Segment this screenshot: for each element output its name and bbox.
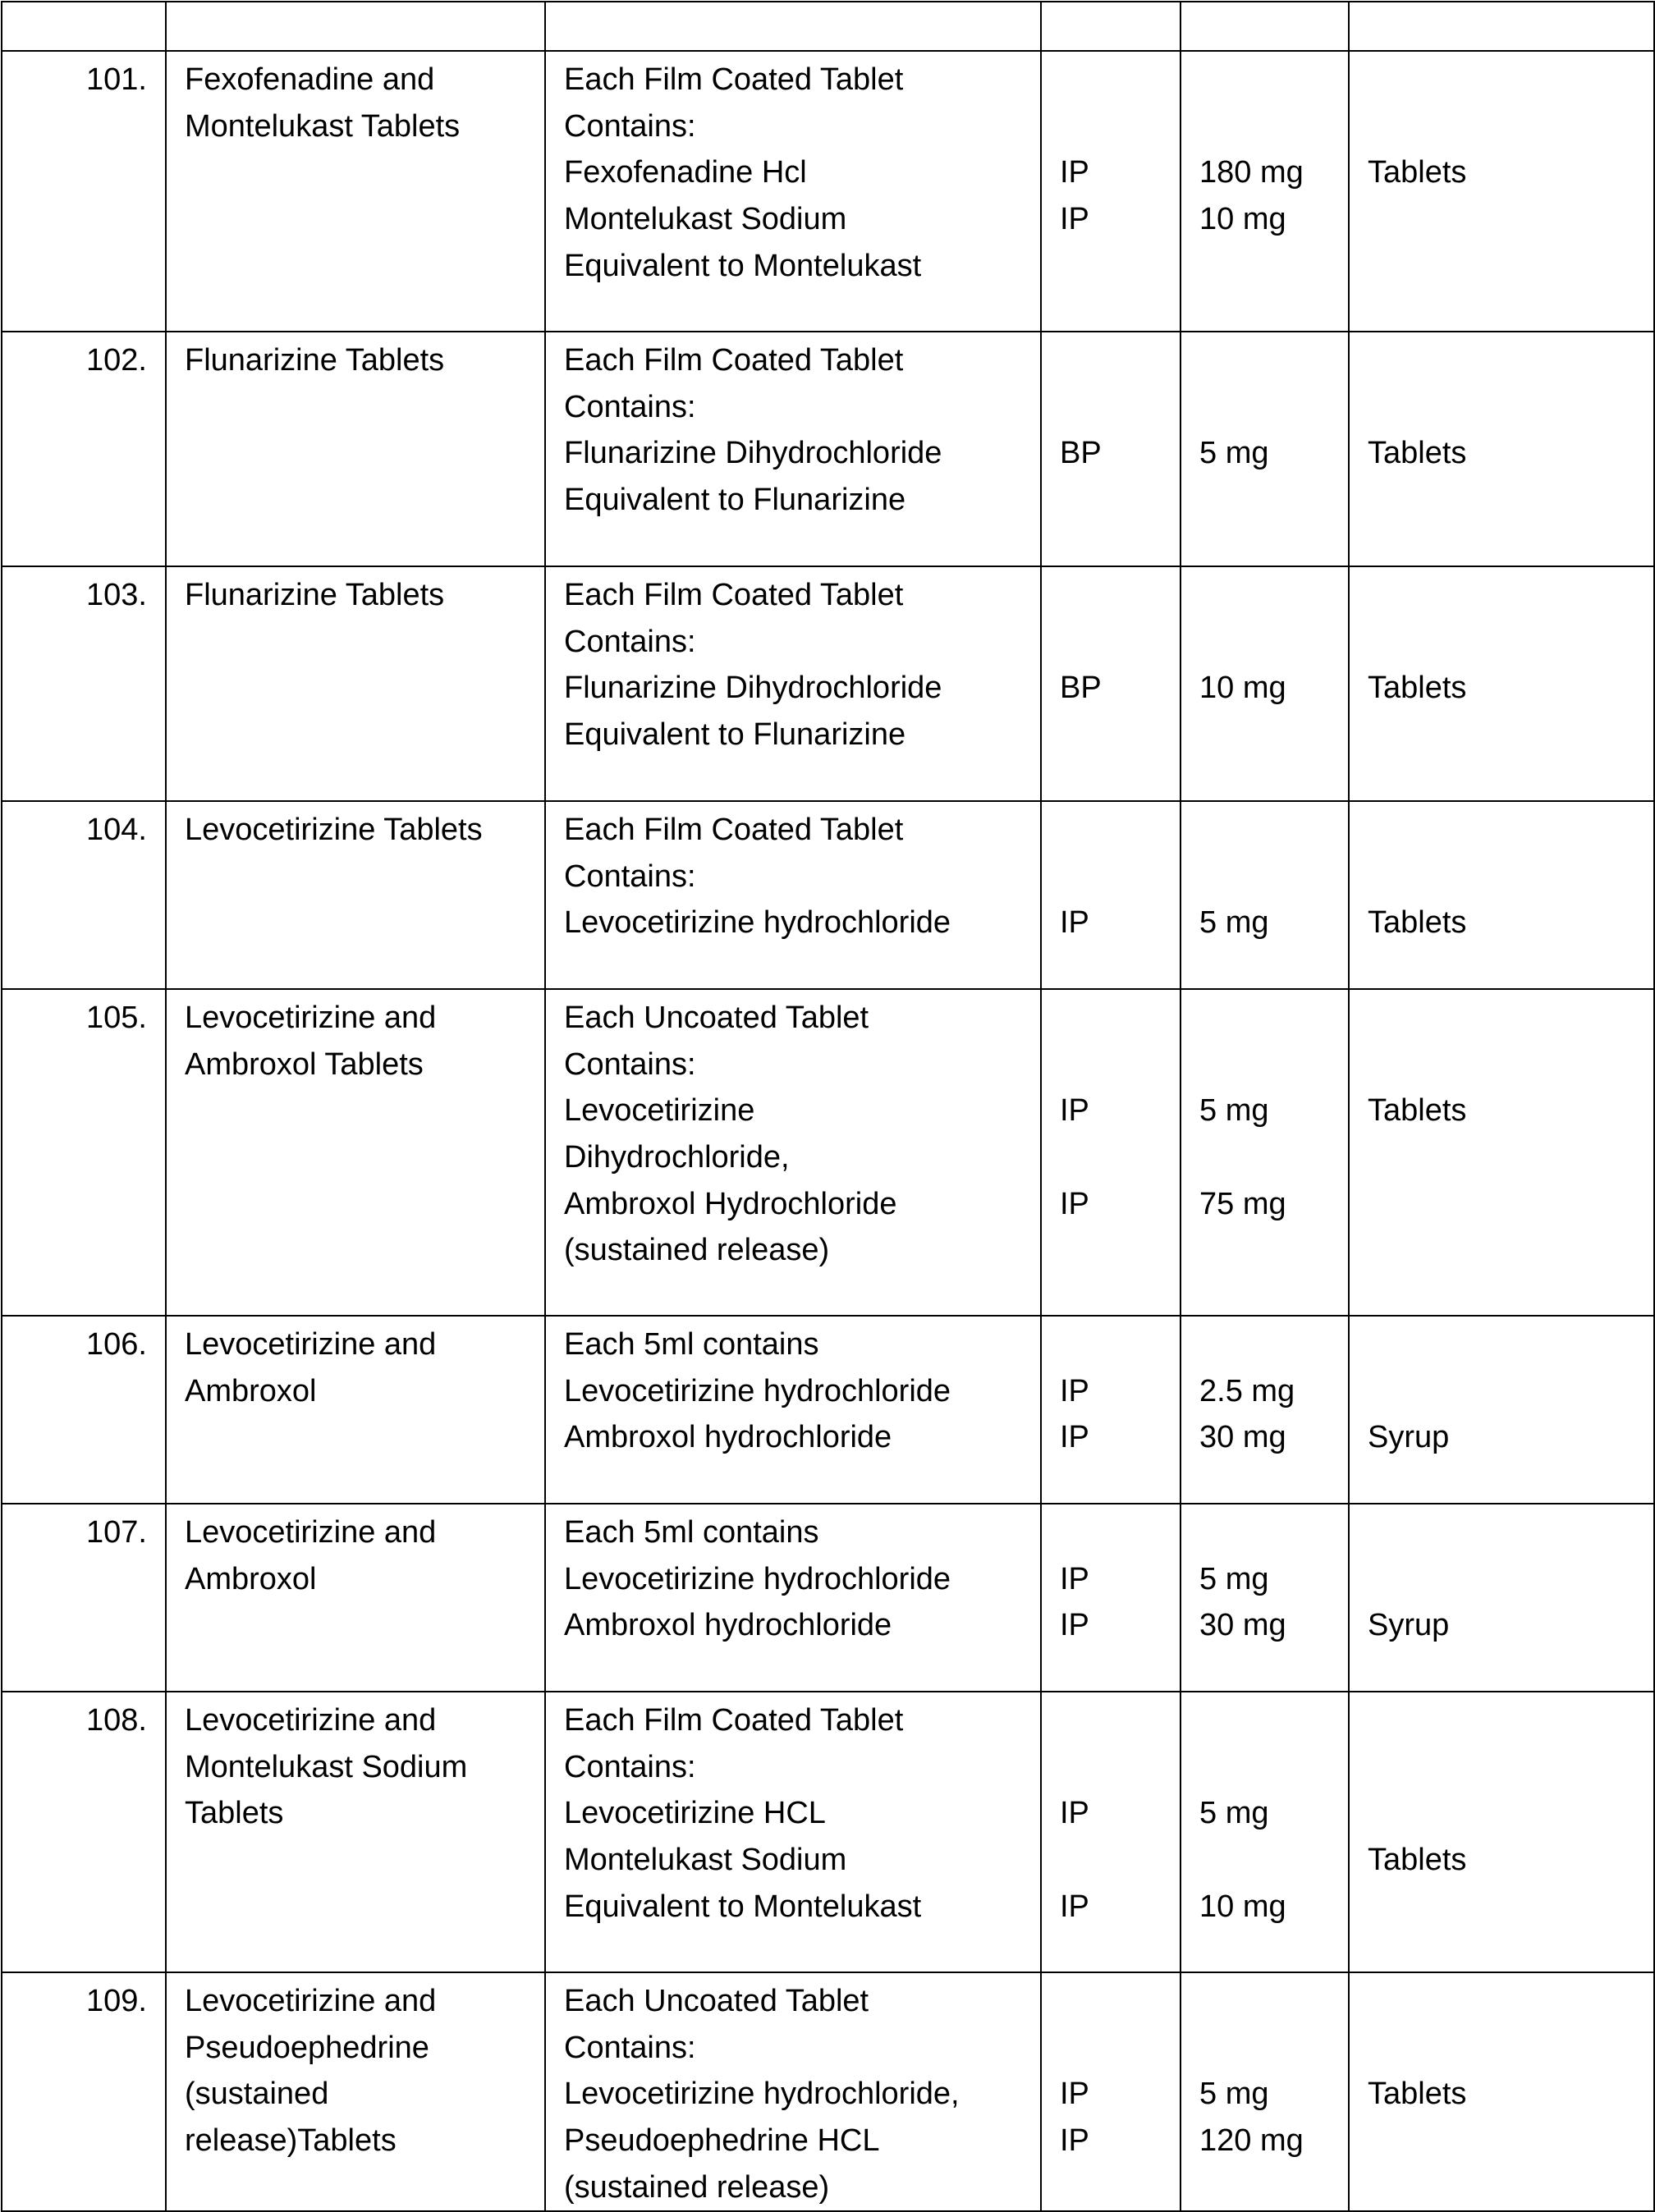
cell-strength-line: 5 mg: [1199, 1796, 1269, 1831]
cell-product-name-line: Levocetirizine and: [185, 1703, 437, 1738]
cell-standard-line: IP: [1060, 1420, 1089, 1455]
table-row: [2, 332, 1654, 566]
cell-dosage-form: [1349, 332, 1654, 566]
cell-strength-line: 10 mg: [1199, 1889, 1286, 1924]
table-row: [2, 1504, 1654, 1692]
cell-strength-line: [1199, 1042, 1348, 1088]
cell-composition-line: Contains:: [564, 389, 696, 424]
cell-standard-line: BP: [1060, 436, 1102, 471]
cell-dosage-form-line: [1368, 1509, 1653, 1556]
cell-product-name: [166, 801, 545, 989]
cell-dosage-form-line: [1368, 103, 1653, 150]
cell-composition-line: Levocetirizine: [564, 1093, 755, 1129]
cell-product-name: [166, 989, 545, 1316]
cell-product-name: [166, 566, 545, 801]
cell-product-name-line: Levocetirizine and: [185, 1327, 437, 1362]
cell-strength-line: [1199, 2025, 1348, 2072]
cell-composition-line: Dihydrochloride,: [564, 1140, 790, 1175]
table-row: [2, 1316, 1654, 1504]
header-cell-form: [1349, 2, 1654, 51]
cell-dosage-form-line: Tablets: [1368, 436, 1467, 471]
cell-dosage-form-line: [1368, 1321, 1653, 1368]
cell-standard-line: IP: [1060, 1608, 1089, 1643]
table-row: [2, 566, 1654, 801]
cell-dosage-form: [1349, 1972, 1654, 2211]
cell-number-text: 105.: [86, 1001, 147, 1035]
cell-composition-line: Each 5ml contains: [564, 1515, 819, 1550]
cell-composition-line: (sustained release): [564, 2169, 830, 2205]
cell-standard: [1041, 1316, 1181, 1504]
cell-standard-line: IP: [1060, 202, 1089, 237]
product-table: [1, 1, 1655, 2212]
cell-standard-line: IP: [1060, 1796, 1089, 1831]
cell-composition-line: Pseudoephedrine HCL: [564, 2123, 880, 2159]
cell-strength-line: [1199, 1837, 1348, 1884]
cell-product-name: [166, 1316, 545, 1504]
cell-dosage-form-line: Syrup: [1368, 1420, 1450, 1455]
cell-composition-line: Each Film Coated Tablet: [564, 813, 904, 847]
cell-dosage-form-line: Tablets: [1368, 1843, 1467, 1878]
cell-dosage-form: [1349, 1316, 1654, 1504]
cell-composition-line: Equivalent to Montelukast: [564, 248, 922, 283]
cell-strength-line: [1199, 1697, 1348, 1744]
table-body: [2, 2, 1654, 2211]
cell-composition-line: Each Film Coated Tablet: [564, 578, 904, 612]
cell-composition-line: Levocetirizine hydrochloride,: [564, 2077, 960, 2112]
cell-dosage-form-line: [1368, 1790, 1653, 1837]
cell-composition-line: Each 5ml contains: [564, 1327, 819, 1362]
cell-dosage-form-line: [1368, 995, 1653, 1042]
header-cell-strength: [1181, 2, 1349, 51]
cell-strength-line: [1199, 57, 1348, 103]
cell-standard-line: IP: [1060, 905, 1089, 941]
cell-composition: [545, 1692, 1041, 1972]
cell-product-name: [166, 1504, 545, 1692]
cell-strength-line: [1199, 619, 1348, 666]
cell-strength-line: [1199, 243, 1348, 290]
cell-strength-line: 5 mg: [1199, 905, 1269, 941]
cell-dosage-form: [1349, 989, 1654, 1316]
cell-number-text: 106.: [86, 1327, 147, 1362]
cell-standard: [1041, 989, 1181, 1316]
cell-number-text: 108.: [86, 1703, 147, 1738]
cell-dosage-form-line: [1368, 619, 1653, 666]
cell-composition-line: (sustained release): [564, 1233, 830, 1268]
cell-composition-line: Fexofenadine Hcl: [564, 155, 807, 190]
cell-composition-line: Levocetirizine HCL: [564, 1796, 826, 1831]
cell-product-name-line: Ambroxol: [185, 1373, 317, 1408]
cell-composition-line: Flunarizine Dihydrochloride: [564, 671, 942, 706]
cell-composition-line: Each Film Coated Tablet: [564, 62, 904, 97]
cell-standard: [1041, 1972, 1181, 2211]
cell-strength-line: 5 mg: [1199, 436, 1269, 471]
cell-composition-line: Levocetirizine hydrochloride: [564, 1561, 951, 1596]
cell-dosage-form-line: [1368, 1978, 1653, 2025]
cell-standard-line: IP: [1060, 155, 1089, 190]
cell-strength-line: [1199, 807, 1348, 854]
cell-composition-line: Contains:: [564, 624, 696, 659]
cell-strength-line: 30 mg: [1199, 1608, 1286, 1643]
cell-standard-line: [1060, 2025, 1180, 2072]
cell-composition-line: Equivalent to Flunarizine: [564, 717, 906, 753]
cell-composition: [545, 332, 1041, 566]
cell-dosage-form: [1349, 1692, 1654, 1972]
cell-standard-line: [1060, 243, 1180, 290]
cell-composition-line: Each Film Coated Tablet: [564, 1703, 904, 1738]
cell-product-name: [166, 332, 545, 566]
cell-composition: [545, 1316, 1041, 1504]
cell-strength-line: [1199, 1744, 1348, 1791]
cell-strength-line: 2.5 mg: [1199, 1373, 1295, 1408]
cell-composition-line: Ambroxol Hydrochloride: [564, 1186, 897, 1221]
cell-standard-line: [1060, 57, 1180, 103]
cell-standard-line: IP: [1060, 2123, 1089, 2159]
cell-composition-line: Each Uncoated Tablet: [564, 1001, 869, 1035]
cell-dosage-form-line: Syrup: [1368, 1608, 1450, 1643]
cell-standard-line: [1060, 1744, 1180, 1791]
header-cell-no: [2, 2, 166, 51]
cell-dosage-form-line: [1368, 2025, 1653, 2072]
cell-product-name-line: Montelukast Sodium: [185, 1749, 468, 1784]
cell-number: [2, 332, 166, 566]
cell-composition-line: Equivalent to Montelukast: [564, 1889, 922, 1924]
cell-strength-line: 180 mg: [1199, 155, 1304, 190]
cell-strength-line: 5 mg: [1199, 1093, 1269, 1129]
header-cell-name: [166, 2, 545, 51]
cell-product-name-line: Ambroxol Tablets: [185, 1046, 424, 1082]
cell-composition: [545, 1972, 1041, 2211]
cell-standard-line: [1060, 572, 1180, 619]
cell-dosage-form-line: Tablets: [1368, 905, 1467, 941]
cell-product-name-line: release)Tablets: [185, 2123, 397, 2159]
cell-strength: [1181, 332, 1349, 566]
cell-composition-line: Contains:: [564, 108, 696, 144]
cell-strength: [1181, 566, 1349, 801]
cell-strength: [1181, 1972, 1349, 2211]
cell-strength: [1181, 1504, 1349, 1692]
cell-composition-line: Flunarizine Dihydrochloride: [564, 436, 942, 471]
cell-number: [2, 566, 166, 801]
cell-standard-line: IP: [1060, 1186, 1089, 1221]
cell-composition-line: Ambroxol hydrochloride: [564, 1608, 892, 1643]
cell-product-name: [166, 51, 545, 332]
cell-strength-line: [1199, 995, 1348, 1042]
cell-composition-line: Montelukast Sodium: [564, 1843, 847, 1878]
cell-standard-line: [1060, 384, 1180, 431]
cell-dosage-form: [1349, 566, 1654, 801]
cell-composition-line: Equivalent to Flunarizine: [564, 483, 906, 518]
cell-composition-line: Each Film Coated Tablet: [564, 343, 904, 378]
cell-dosage-form-line: [1368, 1042, 1653, 1088]
cell-strength-line: 75 mg: [1199, 1186, 1286, 1221]
cell-product-name-line: Flunarizine Tablets: [185, 343, 445, 378]
cell-dosage-form-line: [1368, 1697, 1653, 1744]
cell-strength-line: [1199, 1134, 1348, 1181]
cell-dosage-form-line: [1368, 1368, 1653, 1415]
cell-standard: [1041, 332, 1181, 566]
cell-number-text: 102.: [86, 343, 147, 378]
cell-product-name-line: Levocetirizine and: [185, 1515, 437, 1550]
cell-dosage-form-line: Tablets: [1368, 671, 1467, 706]
cell-composition-line: Contains:: [564, 2030, 696, 2065]
cell-standard-line: BP: [1060, 671, 1102, 706]
cell-strength-line: 10 mg: [1199, 671, 1286, 706]
cell-number: [2, 1972, 166, 2211]
cell-strength-line: 10 mg: [1199, 202, 1286, 237]
cell-standard-line: IP: [1060, 1373, 1089, 1408]
cell-standard-line: [1060, 1978, 1180, 2025]
cell-strength-line: [1199, 384, 1348, 431]
cell-standard: [1041, 1692, 1181, 1972]
cell-number: [2, 1316, 166, 1504]
table-row: [2, 801, 1654, 989]
cell-dosage-form: [1349, 51, 1654, 332]
cell-dosage-form-line: Tablets: [1368, 1093, 1467, 1129]
cell-standard-line: [1060, 1134, 1180, 1181]
cell-standard-line: [1060, 1509, 1180, 1556]
header-cell-composition: [545, 2, 1041, 51]
cell-dosage-form-line: [1368, 384, 1653, 431]
cell-number: [2, 1504, 166, 1692]
cell-strength-line: 5 mg: [1199, 2077, 1269, 2112]
table-row: [2, 1692, 1654, 1972]
cell-dosage-form: [1349, 1504, 1654, 1692]
cell-product-name-line: Flunarizine Tablets: [185, 578, 445, 612]
cell-composition-line: Montelukast Sodium: [564, 202, 847, 237]
cell-standard-line: [1060, 1321, 1180, 1368]
cell-dosage-form-line: [1368, 807, 1653, 854]
cell-standard-line: [1060, 1697, 1180, 1744]
cell-number: [2, 1692, 166, 1972]
cell-product-name-line: Levocetirizine and: [185, 1984, 437, 2018]
cell-composition-line: Each Uncoated Tablet: [564, 1984, 869, 2018]
header-cell-standard: [1041, 2, 1181, 51]
cell-number: [2, 51, 166, 332]
cell-strength-line: [1199, 103, 1348, 150]
cell-product-name-line: Ambroxol: [185, 1561, 317, 1596]
cell-strength: [1181, 1692, 1349, 1972]
cell-composition: [545, 1504, 1041, 1692]
table-row: [2, 51, 1654, 332]
cell-strength-line: [1199, 572, 1348, 619]
cell-dosage-form-line: Tablets: [1368, 155, 1467, 190]
cell-standard-line: IP: [1060, 2077, 1089, 2112]
cell-strength: [1181, 989, 1349, 1316]
cell-number-text: 103.: [86, 578, 147, 612]
cell-standard: [1041, 566, 1181, 801]
cell-strength: [1181, 51, 1349, 332]
cell-number-text: 107.: [86, 1515, 147, 1550]
cell-standard: [1041, 51, 1181, 332]
header-row: [2, 2, 1654, 51]
cell-strength-line: [1199, 1321, 1348, 1368]
cell-composition-line: Contains:: [564, 859, 696, 894]
cell-dosage-form-line: [1368, 1556, 1653, 1603]
cell-composition-line: Contains:: [564, 1046, 696, 1082]
cell-composition: [545, 989, 1041, 1316]
cell-composition-line: Contains:: [564, 1749, 696, 1784]
cell-standard-line: [1060, 1042, 1180, 1088]
cell-product-name-line: Levocetirizine and: [185, 1001, 437, 1035]
cell-product-name-line: (sustained: [185, 2077, 329, 2112]
cell-number-text: 104.: [86, 813, 147, 847]
cell-standard-line: [1060, 619, 1180, 666]
cell-standard: [1041, 1504, 1181, 1692]
table-row: [2, 989, 1654, 1316]
cell-number: [2, 801, 166, 989]
cell-dosage-form-line: [1368, 337, 1653, 384]
cell-number: [2, 989, 166, 1316]
cell-dosage-form-line: [1368, 57, 1653, 103]
cell-strength-line: [1199, 1978, 1348, 2025]
cell-strength-line: [1199, 1509, 1348, 1556]
cell-strength-line: 5 mg: [1199, 1561, 1269, 1596]
cell-dosage-form-line: Tablets: [1368, 2077, 1467, 2112]
cell-standard-line: IP: [1060, 1561, 1089, 1596]
cell-standard-line: IP: [1060, 1889, 1089, 1924]
cell-composition-line: Levocetirizine hydrochloride: [564, 905, 951, 941]
cell-product-name-line: Fexofenadine and: [185, 62, 435, 97]
cell-product-name-line: Pseudoephedrine: [185, 2030, 429, 2065]
cell-strength: [1181, 801, 1349, 989]
cell-product-name-line: Montelukast Tablets: [185, 108, 461, 144]
cell-product-name-line: Tablets: [185, 1796, 284, 1831]
table-row: [2, 1972, 1654, 2211]
cell-dosage-form-line: [1368, 1744, 1653, 1791]
cell-number-text: 109.: [86, 1984, 147, 2018]
cell-dosage-form: [1349, 801, 1654, 989]
cell-standard-line: [1060, 854, 1180, 900]
cell-dosage-form-line: [1368, 854, 1653, 900]
cell-number-text: 101.: [86, 62, 147, 97]
cell-standard-line: IP: [1060, 1093, 1089, 1129]
cell-composition: [545, 801, 1041, 989]
cell-composition: [545, 51, 1041, 332]
cell-standard-line: [1060, 337, 1180, 384]
cell-product-name-line: Levocetirizine Tablets: [185, 813, 483, 847]
cell-strength-line: 120 mg: [1199, 2123, 1304, 2159]
cell-standard-line: [1060, 103, 1180, 150]
cell-standard-line: [1060, 1837, 1180, 1884]
cell-composition-line: Levocetirizine hydrochloride: [564, 1373, 951, 1408]
cell-standard-line: [1060, 995, 1180, 1042]
cell-strength-line: [1199, 337, 1348, 384]
cell-strength: [1181, 1316, 1349, 1504]
cell-product-name: [166, 1692, 545, 1972]
cell-standard: [1041, 801, 1181, 989]
cell-composition-line: Ambroxol hydrochloride: [564, 1420, 892, 1455]
cell-product-name: [166, 1972, 545, 2211]
cell-strength-line: [1199, 854, 1348, 900]
cell-dosage-form-line: [1368, 572, 1653, 619]
cell-strength-line: 30 mg: [1199, 1420, 1286, 1455]
cell-composition: [545, 566, 1041, 801]
cell-standard-line: [1060, 807, 1180, 854]
